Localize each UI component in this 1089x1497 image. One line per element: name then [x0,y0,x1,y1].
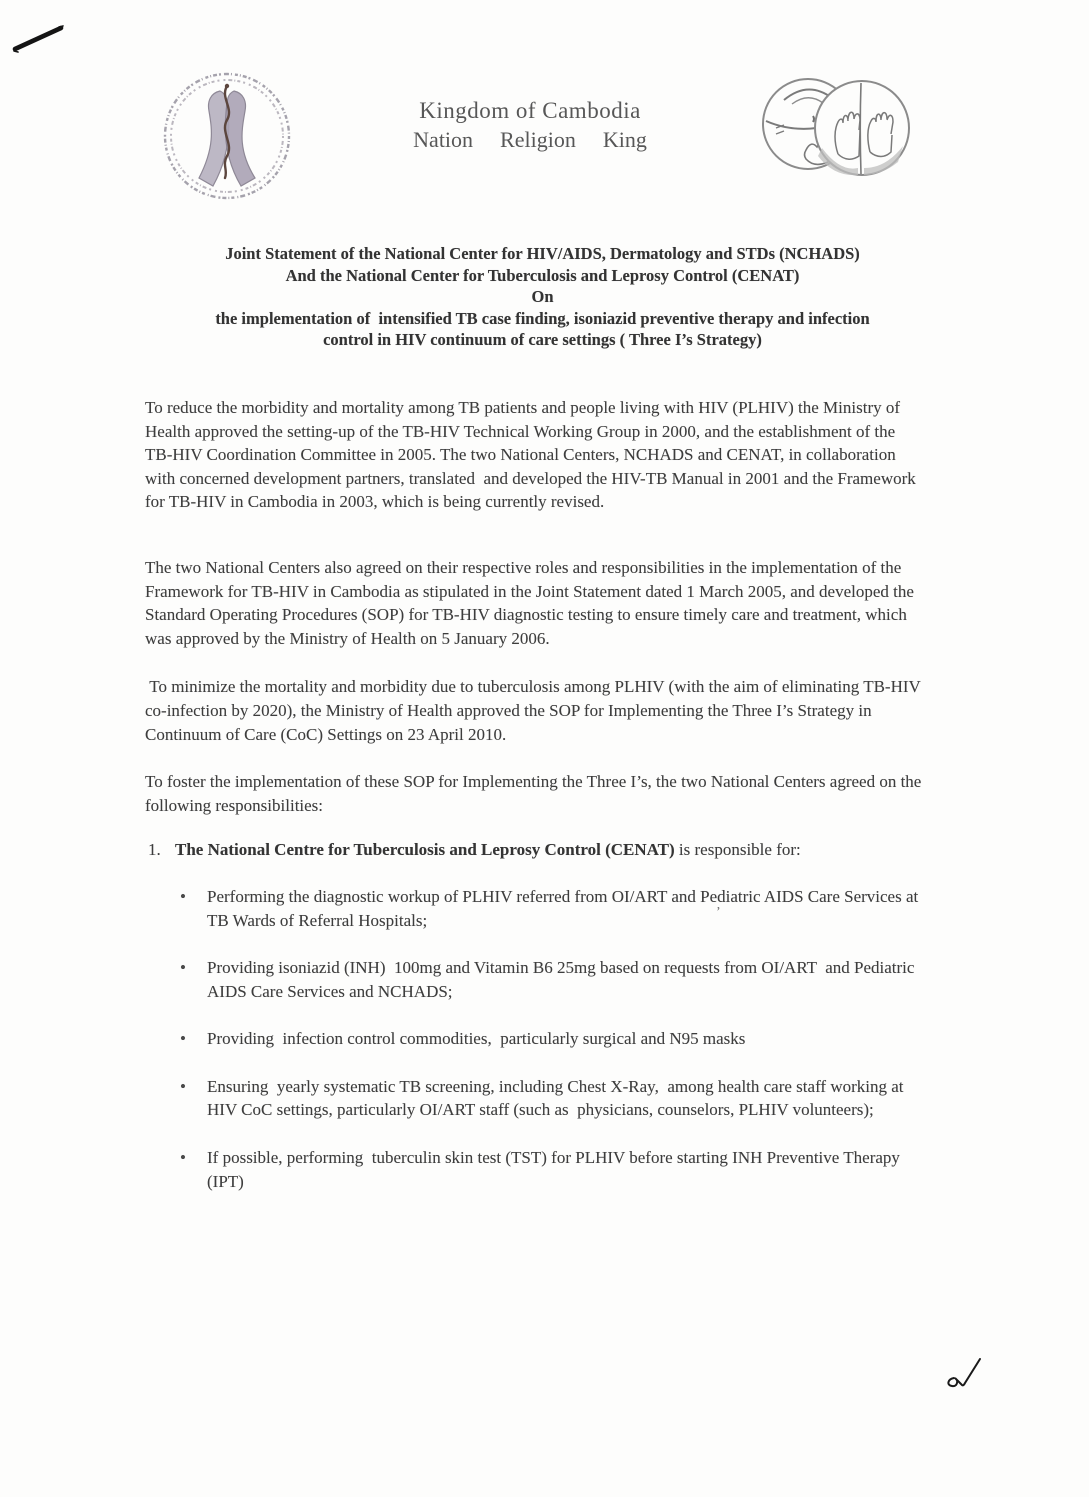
list-item: • If possible, performing tuberculin skin test (TST) for PLHIV before starting INH Preventive Therapy (IPT) [180,1146,923,1193]
kingdom-header [330,98,730,153]
stray-scan-mark: ’ [716,905,721,920]
document-body [145,396,926,1193]
item-bold-text: The National Centre for Tuberculosis and Leprosy Control (CENAT) [175,840,675,860]
nation-religion-king-text: Nation Religion King [413,127,647,152]
handwritten-check-icon [944,1352,988,1394]
title-line-5: control in HIV continuum of care settings ( Three I’s Strategy) [323,330,762,350]
list-item: • Providing infection control commodities, particularly surgical and N95 masks [180,1027,923,1051]
cenat-hands-emblem-icon [760,58,910,198]
title-line-3: On [531,287,554,307]
paragraph-background: To reduce the morbidity and mortality among TB patients and people living with HIV (PLHIV) the Ministry of Health approved the setting-up of the TB-HIV Technical Working Group in 2000, and the establishment of the TB-HIV Coordination Committee in 2005. The two National Centers, NCHADS and CENAT, in collaboration with concerned development partners, translated and developed the HIV-TB Manual in 2001 and the Framework for TB-HIV in Cambodia in 2003, which is being currently revised. [145,398,921,512]
cenat-responsibilities-list [145,885,923,1193]
title-line-2: And the National Center for Tuberculosis and Leprosy Control (CENAT) [285,265,800,285]
item-number: 1. [148,840,161,860]
item-rest-text: is responsible for: [674,840,801,860]
paragraph-three-is: To minimize the mortality and morbidity due to tuberculosis among PLHIV (with the aim of eliminating TB-HIV co-infection by 2020), the Ministry of Health approved the SOP for Implementing the Three I’s Strategy in Continuum of Care (CoC) Settings on 23 April 2010. [145,677,925,744]
document-header [0,0,1089,210]
awareness-ribbon-icon [199,91,229,186]
kingdom-of-cambodia-text: Kingdom of Cambodia [419,98,641,123]
title-line-1: Joint Statement of the National Center for HIV/AIDS, Dermatology and STDs (NCHADS) [225,244,860,263]
list-item: • Performing the diagnostic workup of PLHIV referred from OI/ART and Pediatric AIDS Care Services at TB Wards of Referral Hospitals; [180,885,923,932]
paragraph-foster: To foster the implementation of these SOP for Implementing the Three I’s, the two National Centers agreed on the following responsibilities: [145,772,926,815]
paragraph-roles: The two National Centers also agreed on their respective roles and responsibilities in the implementation of the Framework for TB-HIV in Cambodia as stipulated in the Joint Statement dated 1 March 2005, and developed the Standard Operating Procedures (SOP) for TB-HIV diagnostic testing to ensure timely care and treatment, which was approved by the Ministry of Health on 5 January 2006. [145,557,919,648]
numbered-item-cenat [148,838,923,862]
document-title [120,243,965,351]
title-line-4: the implementation of intensified TB case finding, isoniazid preventive therapy and infection [215,308,870,328]
list-item: • Ensuring yearly systematic TB screening, including Chest X-Ray, among health care staff working at HIV CoC settings, particularly OI/ART staff (such as physicians, counselors, PLHIV volunteers); [180,1075,923,1122]
nchads-ribbon-seal-icon [156,66,298,206]
list-item: • Providing isoniazid (INH) 100mg and Vitamin B6 25mg based on requests from OI/ART and Pediatric AIDS Care Services and NCHADS; [180,956,923,1003]
